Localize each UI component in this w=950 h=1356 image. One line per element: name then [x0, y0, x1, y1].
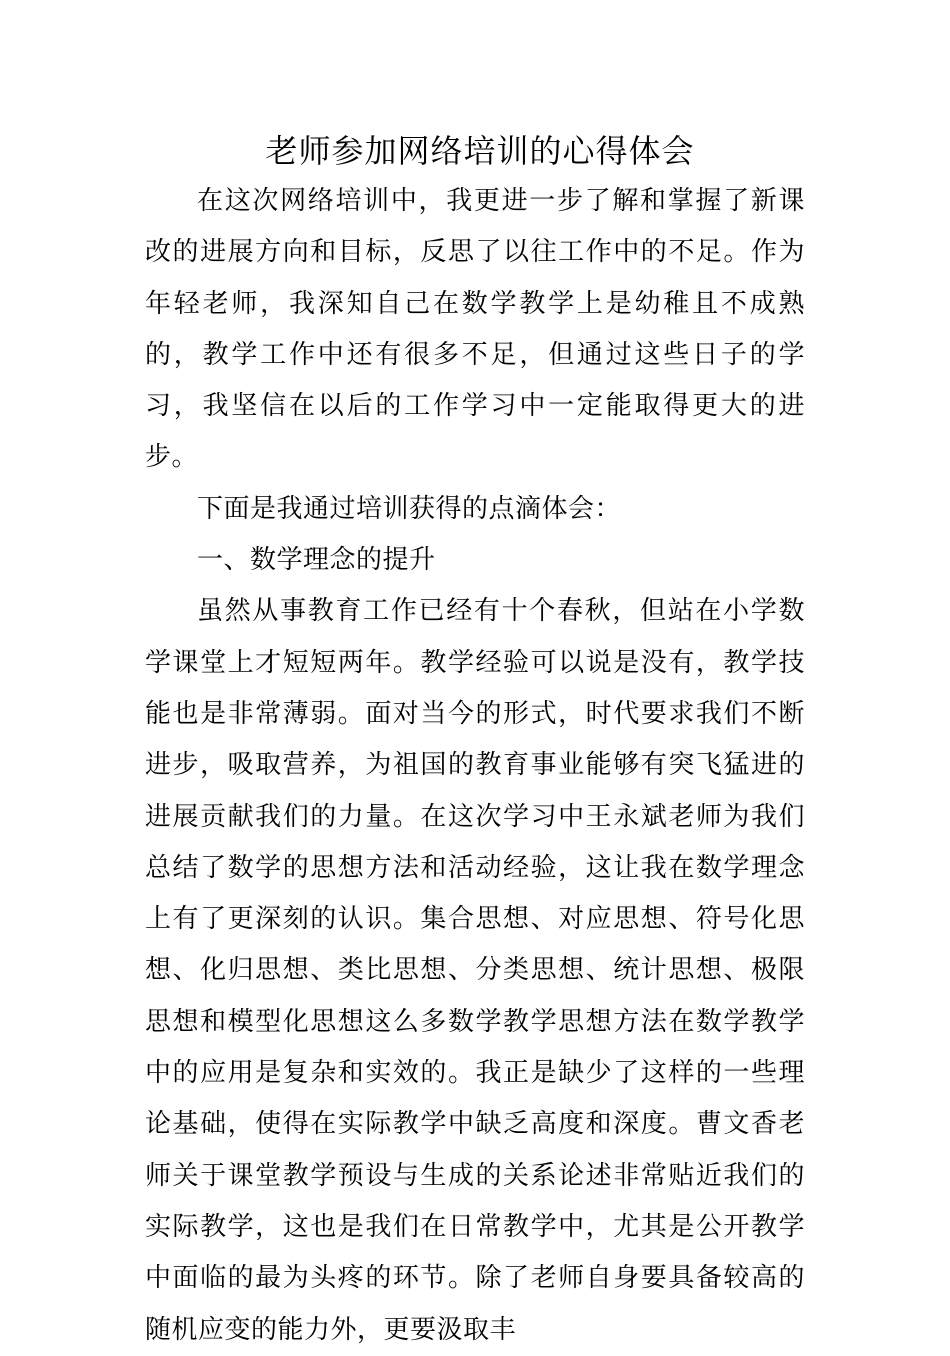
- document-title: 老师参加网络培训的心得体会: [265, 132, 695, 170]
- paragraph-section-1-body: 虽然从事教育工作已经有十个春秋，但站在小学数学课堂上才短短两年。教学经验可以说是没有，教学技能也是非常薄弱。面对当今的形式，时代要求我们不断进步，吸取营养，为祖国的教育事业能够有突飞猛进的进展贡献我们的力量。在这次学习中王永斌老师为我们总结了数学的思想方法和活动经验，这让我在数学理念上有了更深刻的认识。集合思想、对应思想、符号化思想、化归思想、类比思想、分类思想、统计思想、极限思想和模型化思想这么多数学教学思想方法在数学教学中的应用是复杂和实效的。我正是缺少了这样的一些理论基础，使得在实际教学中缺乏高度和深度。曹文香老师关于课堂教学预设与生成的关系论述非常贴近我们的实际教学，这也是我们在日常教学中，尤其是公开教学中面临的最为头疼的环节。除了老师自身要具备较高的随机应变的能力外，更要汲取丰: [145, 596, 805, 1345]
- document-page: [145, 126, 805, 1356]
- section-heading-1: 一、数学理念的提升: [197, 545, 436, 576]
- paragraph-lead-in: 下面是我通过培训获得的点滴体会：: [197, 493, 622, 524]
- paragraph-intro: 在这次网络培训中，我更进一步了解和掌握了新课改的进展方向和目标，反思了以往工作中的不足。作为年轻老师，我深知自己在数学教学上是幼稚且不成熟的，教学工作中还有很多不足，但通过这些日子的学习，我坚信在以后的工作学习中一定能取得更大的进步。: [145, 186, 805, 473]
